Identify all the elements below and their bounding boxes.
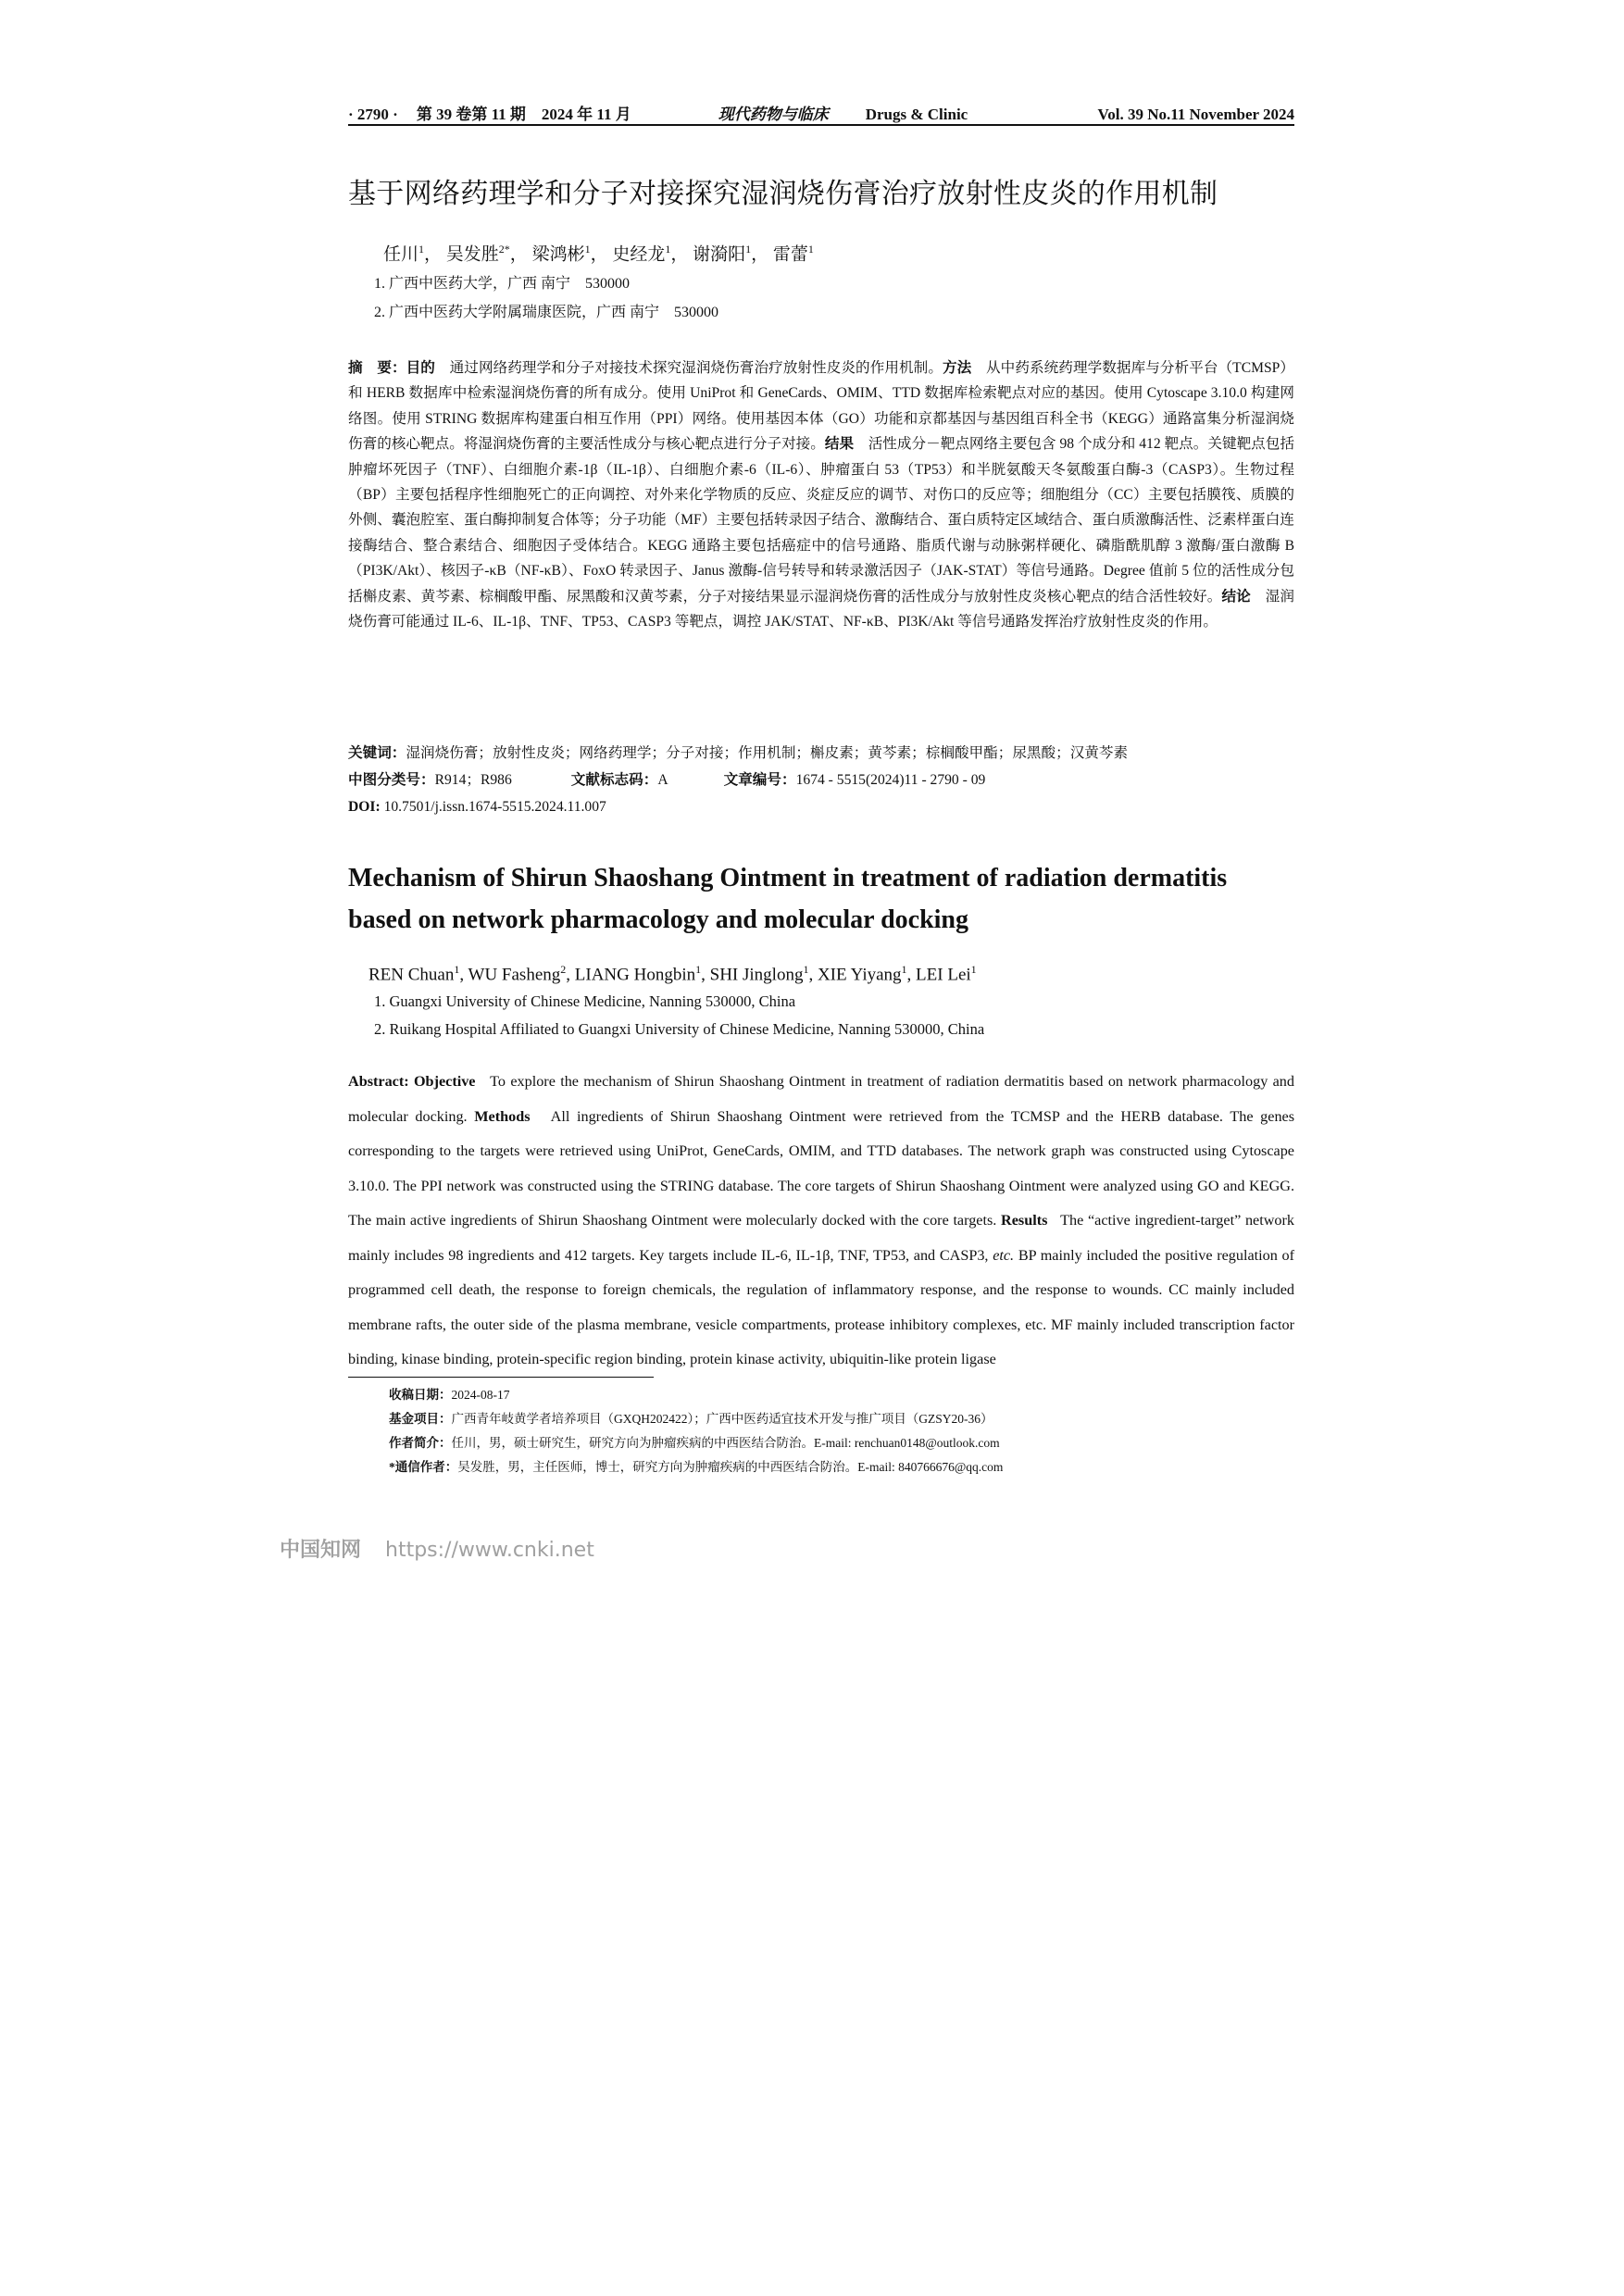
results-en-text-b: BP mainly included the positive regulation of programmed cell death, the response to foreign chemicals, the regulation of inflammatory response, and the response to wounds. CC mainly included membrane rafts, the outer side of the plasma membrane, vesicle compartments, protease inhibitory complexes, etc. MF mainly included transcription factor binding, kinase binding, protein-specific region binding, protein kinase activity, ubiquitin-like protein ligase: [348, 1246, 1295, 1367]
issue-cn: 第 39 卷第 11 期 2024 年 11 月: [416, 106, 631, 123]
author-mark: 1: [803, 963, 809, 976]
journal-name-en: Drugs & Clinic: [865, 106, 968, 123]
footnote-text: 广西青年岐黄学者培养项目（GXQH202422）；广西中医药适宜技术开发与推广项目（GZSY20-36）: [451, 1412, 993, 1426]
footnote-received: [389, 1386, 510, 1404]
clc-label: 中图分类号：: [348, 772, 435, 788]
footnote-text: 吴发胜，男，主任医师，博士，研究方向为肿瘤疾病的中西医结合防治。E-mail: 840766676@qq.com: [457, 1460, 1004, 1474]
author-mark: 1: [454, 963, 460, 976]
footnote-corresponding: [389, 1458, 1003, 1477]
methods-en-text: All ingredients of Shirun Shaoshang Ointment were retrieved from the TCMSP and the HERB database. The genes corresponding to the targets were retrieved using UniProt, GeneCards, OMIM, and TTD databases. The network graph was constructed using Cytoscape 3.10.0. The PPI network was constructed using the STRING database. The core targets of Shirun Shaoshang Ointment were analyzed using GO and KEGG. The main active ingredients of Shirun Shaoshang Ointment were molecularly docked with the core targets.: [348, 1107, 1295, 1229]
doc-code-value: A: [657, 772, 668, 788]
footnote-label: 作者简介：: [389, 1436, 452, 1450]
classification-line: [348, 769, 1294, 792]
author-zh: 任川: [383, 244, 419, 265]
affiliation-en-1: 1. Guangxi University of Chinese Medicine, Nanning 530000, China: [374, 992, 796, 1010]
author-mark: 1: [695, 963, 702, 976]
author-en: WU Fasheng: [468, 965, 561, 985]
running-head: [348, 96, 1294, 124]
objective-label: 目的: [406, 360, 435, 376]
author-mark: 1: [665, 243, 671, 256]
article-no-value: 1674 - 5515(2024)11 - 2790 - 09: [795, 772, 986, 788]
results-en-text-a: The “active ingredient-target” network mainly includes 98 ingredients and 412 targets. Key targets include IL-6, IL-1β, TNF, TP53, and CASP3,: [348, 1212, 1294, 1264]
author-zh: 梁鸿彬: [531, 244, 585, 265]
author-zh: 谢漪阳: [693, 244, 746, 265]
footnote-text: 2024-08-17: [451, 1388, 510, 1402]
keywords-text: 湿润烧伤膏；放射性皮炎；网络药理学；分子对接；作用机制；槲皮素；黄芩素；棕榈酸甲酯；尿黑酸；汉黄芩素: [406, 745, 1129, 761]
journal-name-cn: 现代药物与临床: [718, 106, 829, 123]
abstract-zh-label: 摘 要：: [348, 360, 406, 376]
author-zh: 雷蕾: [772, 244, 808, 265]
results-text: 活性成分－靶点网络主要包含 98 个成分和 412 靶点。关键靶点包括肿瘤坏死因子（TNF）、白细胞介素-1β（IL-1β）、白细胞介素-6（IL-6）、肿瘤蛋白 53（TP53）和半胱氨酸天冬氨酸蛋白酶-3（CASP3）。生物过程（BP）主要包括程序性细胞死亡的正向调控、对外来化学物质的反应、炎症反应的调节、对伤口的反应等；细胞组分（CC）主要包括膜筏、质膜的外侧、囊泡腔室、蛋白酶抑制复合体等；分子功能（MF）主要包括转录因子结合、激酶结合、蛋白质特定区域结合、蛋白质激酶活性、泛素样蛋白连接酶结合、整合素结合、细胞因子受体结合。KEGG 通路主要包括癌症中的信号通路、脂质代谢与动脉粥样硬化、磷脂酰肌醇 3 激酶/蛋白激酶 B（PI3K/Akt）、核因子-κB（NF-κB）、FoxO 转录因子、Janus 激酶-信号转导和转录激活因子（JAK-STAT）等信号通路。Degree 值前 5 位的活性成分包括槲皮素、黄芩素、棕榈酸甲酯、尿黑酸和汉黄芩素，分子对接结果显示湿润烧伤膏的活性成分与放射性皮炎核心靶点的结合活性较好。: [348, 436, 1294, 605]
footnote-text: 任川，男，硕士研究生，研究方向为肿瘤疾病的中西医结合防治。E-mail: renchuan0148@outlook.com: [451, 1436, 1000, 1450]
page-number: · 2790 ·: [348, 106, 398, 123]
conclusion-label: 结论: [1221, 588, 1251, 605]
authors-zh: 任川$^1$， 吴发胜$^{2*}$， 梁鸿彬$^1$， 史经龙$^1$， 谢漪阳$^1$， 雷蕾$^1$: [383, 243, 814, 265]
authors-en: REN Chuan$^1$, WU Fasheng$^2$, LIANG Hongbin$^1$, SHI Jinglong$^1$, XIE Yiyang$^1$, LEI Lei$^1$: [369, 963, 977, 985]
cnki-watermark: [280, 1537, 594, 1565]
results-label: 结果: [824, 436, 855, 453]
footnote-label: 收稿日期：: [389, 1388, 452, 1402]
affiliation-en-2: 2. Ruikang Hospital Affiliated to Guangxi University of Chinese Medicine, Nanning 530000, China: [374, 1020, 985, 1038]
author-en: REN Chuan: [369, 965, 455, 985]
author-mark: 1: [901, 963, 907, 976]
title-en: Mechanism of Shirun Shaoshang Ointment in treatment of radiation dermatitis based on network pharmacology and molecular docking: [348, 864, 1228, 934]
doi-value: 10.7501/j.issn.1674-5515.2024.11.007: [383, 799, 606, 815]
watermark-url: https://www.cnki.net: [385, 1539, 594, 1562]
watermark-brand: 中国知网: [280, 1539, 362, 1562]
doi-label: DOI:: [348, 799, 381, 815]
title-zh: 基于网络药理学和分子对接探究湿润烧伤膏治疗放射性皮炎的作用机制: [348, 178, 1218, 210]
volume-info: Vol. 39 No.11 November 2024: [1097, 106, 1294, 123]
author-zh: 吴发胜: [445, 244, 499, 265]
objective-en-label: Objective: [413, 1073, 476, 1090]
author-en: LEI Lei: [916, 965, 971, 985]
results-en-label: Results: [1001, 1212, 1048, 1229]
affiliation-zh-1: 1. 广西中医药大学，广西 南宁 530000: [374, 276, 631, 292]
author-mark: 2*: [498, 243, 510, 256]
author-mark: 1: [584, 243, 591, 256]
clc-value: R914；R986: [434, 772, 512, 788]
author-en: SHI Jinglong: [709, 965, 804, 985]
author-mark: 1: [745, 243, 752, 256]
abstract-en: [348, 1065, 1294, 1378]
article-no-label: 文章编号：: [723, 772, 796, 788]
footnote-author-bio: [389, 1434, 1000, 1453]
methods-label: 方法: [943, 360, 972, 376]
author-mark: 2: [560, 963, 567, 976]
keywords-zh: [348, 742, 1294, 765]
results-en-etc: etc.: [993, 1246, 1015, 1264]
methods-en-label: Methods: [474, 1107, 531, 1125]
author-mark: 1: [970, 963, 977, 976]
objective-text: 通过网络药理学和分子对接技术探究湿润烧伤膏治疗放射性皮炎的作用机制。: [449, 360, 943, 376]
methods-text: 从中药系统药理学数据库与分析平台（TCMSP）和 HERB 数据库中检索湿润烧伤膏的所有成分。使用 UniProt 和 GeneCards、OMIM、TTD 数据库检索靶点对应的基因。使用 Cytoscape 3.10.0 构建网络图。使用 STRING 数据库构建蛋白相互作用（PPI）网络。使用基因本体（GO）功能和京都基因与基因组百科全书（KEGG）通路富集分析湿润烧伤膏的核心靶点。将湿润烧伤膏的主要活性成分与核心靶点进行分子对接。: [348, 360, 1294, 453]
objective-en-text: To explore the mechanism of Shirun Shaoshang Ointment in treatment of radiation dermatitis based on network pharmacology and molecular docking.: [348, 1073, 1294, 1125]
doc-code-label: 文献标志码：: [570, 772, 658, 788]
header-rule: [348, 124, 1294, 126]
keywords-label: 关键词：: [348, 745, 406, 761]
footnote-rule: [348, 1377, 654, 1378]
affiliation-zh-2: 2. 广西中医药大学附属瑞康医院，广西 南宁 530000: [374, 305, 719, 320]
abstract-zh: [348, 356, 1294, 634]
footnote-label: 基金项目：: [389, 1412, 452, 1426]
abstract-en-label: Abstract:: [348, 1073, 409, 1090]
footnote-label: *通信作者：: [389, 1460, 458, 1474]
author-mark: 1: [807, 243, 814, 256]
footnote-funding: [389, 1410, 993, 1429]
author-en: XIE Yiyang: [817, 965, 902, 985]
author-zh: 史经龙: [612, 244, 666, 265]
doi-line: [348, 796, 1294, 818]
author-mark: 1: [418, 243, 425, 256]
conclusion-text: 湿润烧伤膏可能通过 IL-6、IL-1β、TNF、TP53、CASP3 等靶点，调控 JAK/STAT、NF-κB、PI3K/Akt 等信号通路发挥治疗放射性皮炎的作用。: [348, 588, 1294, 630]
author-en: LIANG Hongbin: [574, 965, 696, 985]
